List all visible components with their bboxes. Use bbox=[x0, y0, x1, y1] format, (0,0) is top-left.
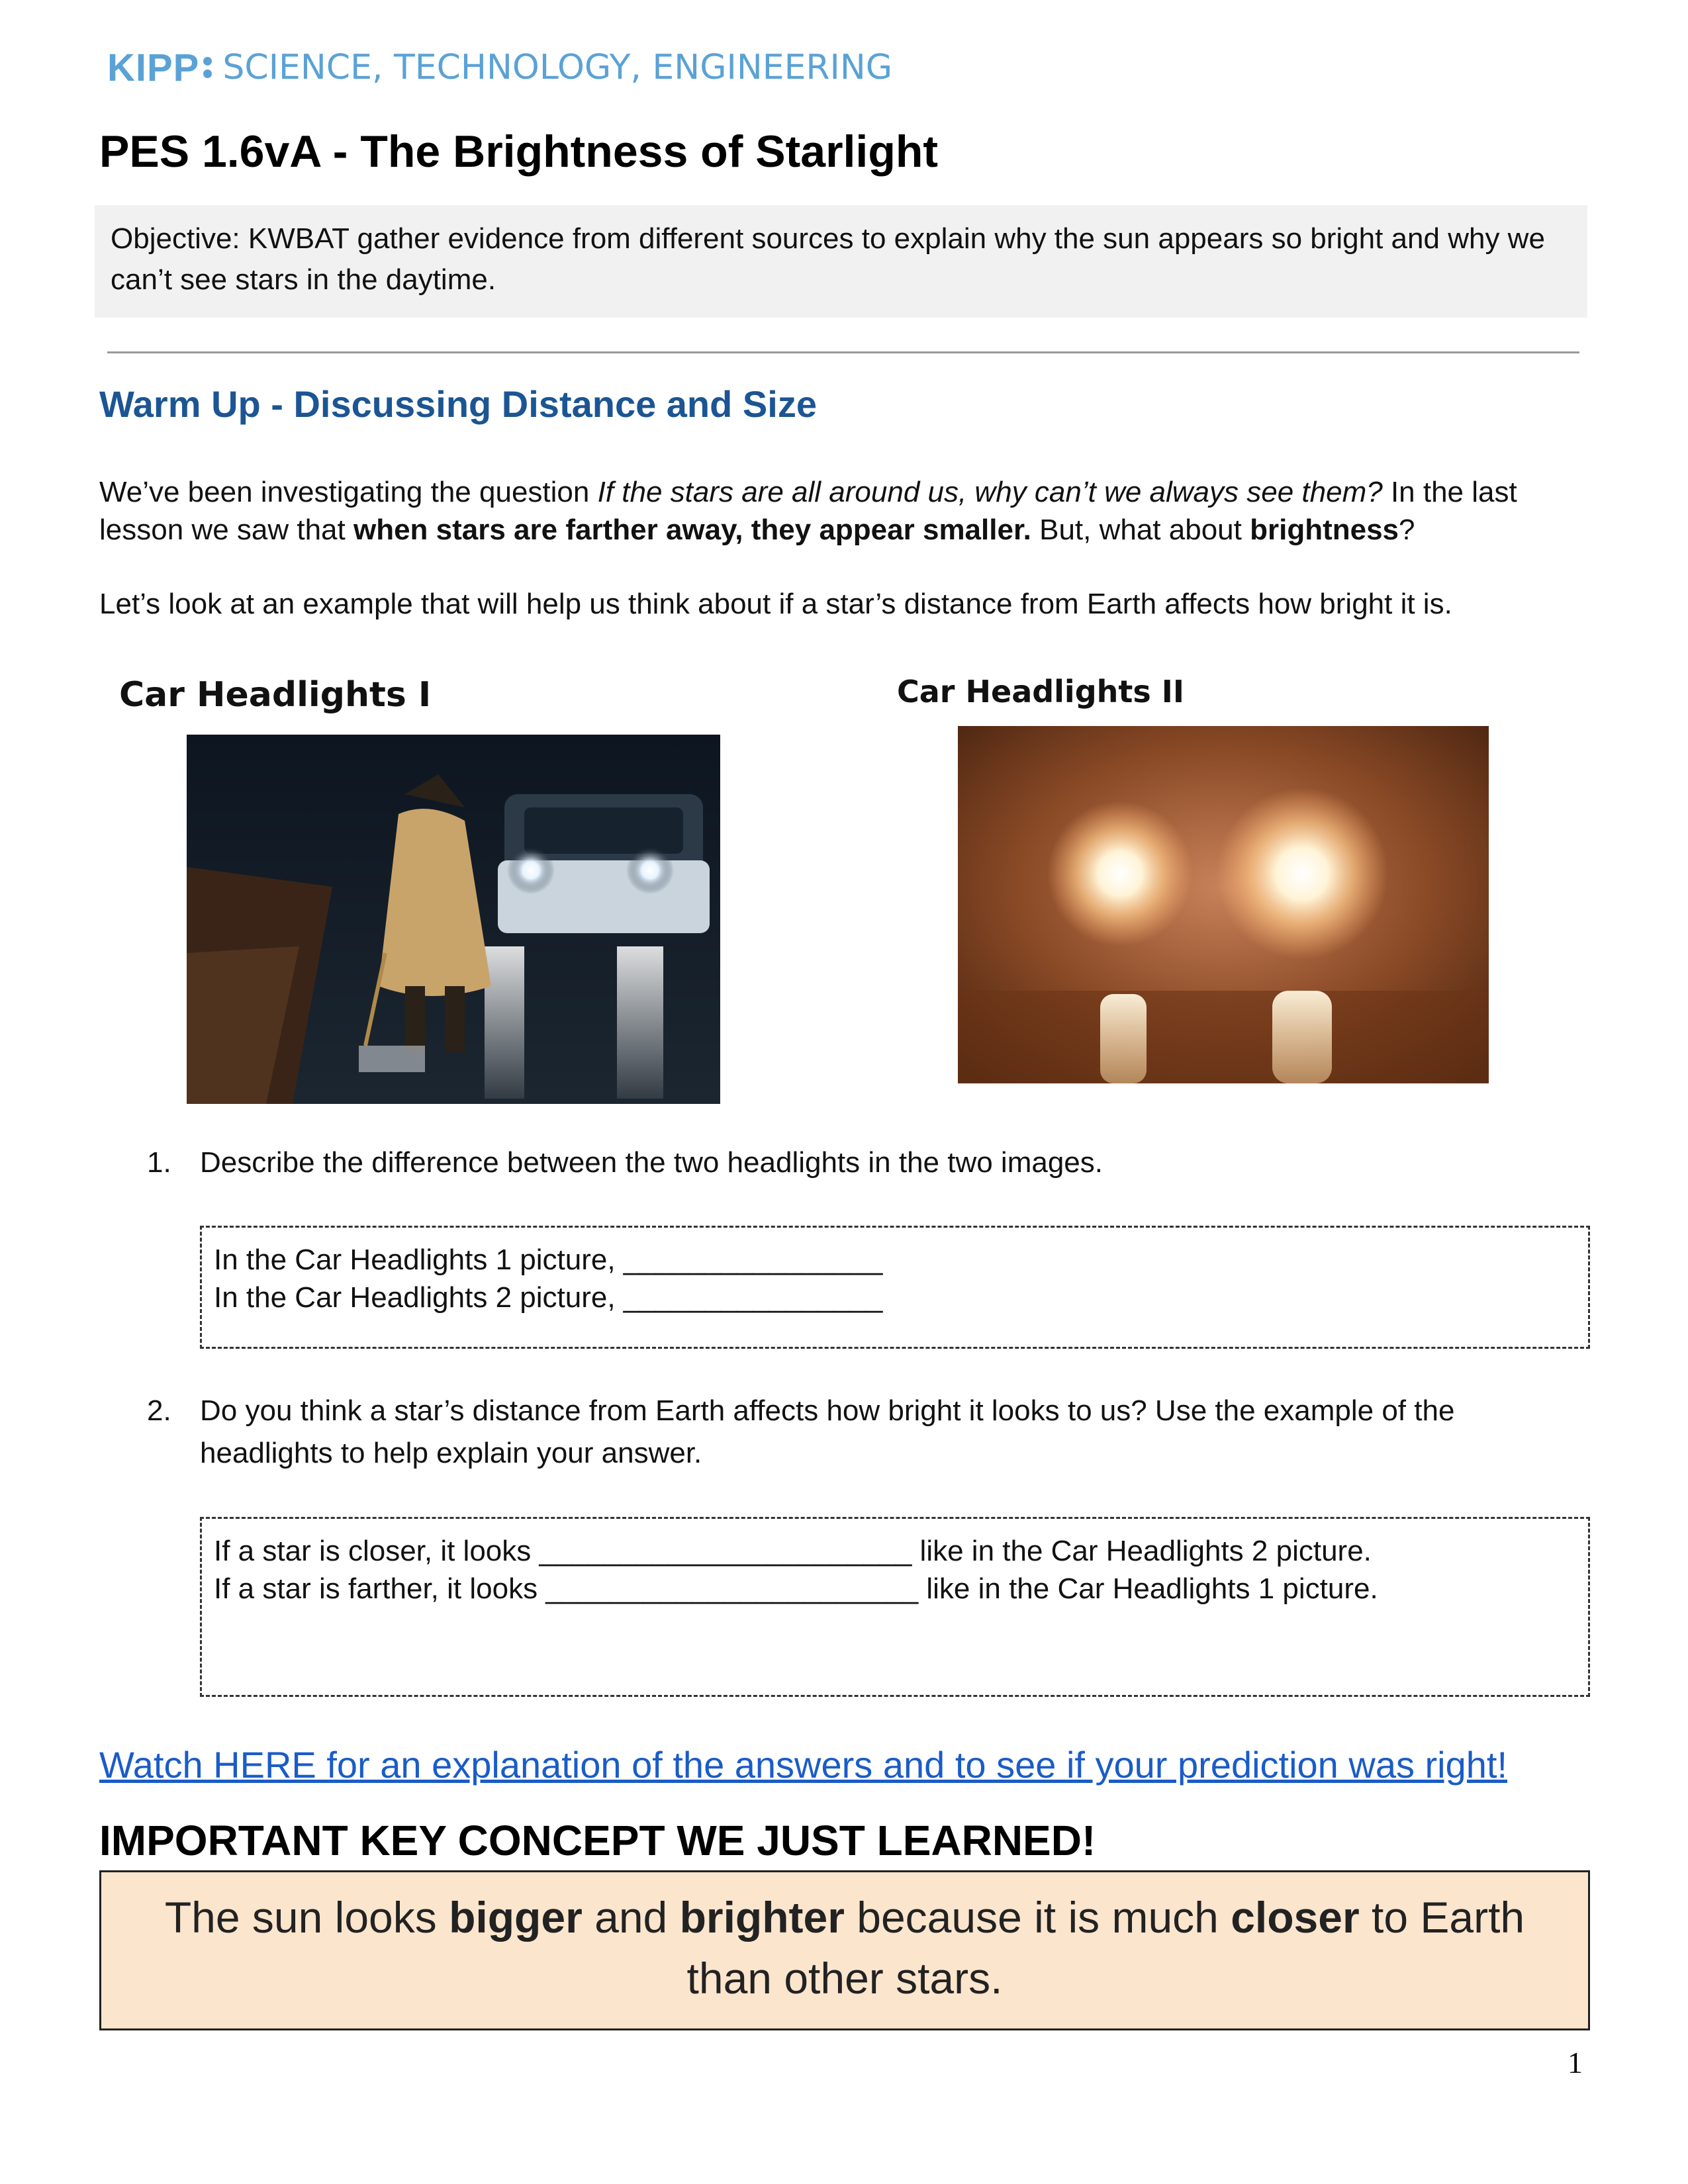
key-bold-brighter: brighter bbox=[679, 1893, 845, 1942]
answer-line[interactable]: If a star is closer, it looks _______________________ like in the Car Headlights 2 picture. bbox=[214, 1535, 1372, 1567]
key-text: to Earth than other stars. bbox=[686, 1893, 1525, 2003]
kipp-logo bbox=[107, 46, 217, 90]
objective-box: Objective: KWBAT gather evidence from different sources to explain why the sun appears so bright and why we can’t see stars in the daytime. bbox=[95, 205, 1587, 318]
horizontal-divider bbox=[107, 351, 1579, 353]
kipp-logo-dots-icon bbox=[203, 57, 212, 78]
key-bold-bigger: bigger bbox=[449, 1893, 583, 1942]
intro-text-1: We’ve been investigating the question bbox=[99, 476, 598, 508]
answer-box-1[interactable] bbox=[200, 1226, 1590, 1349]
kipp-logo-text: KIPP bbox=[107, 46, 200, 89]
question-text: Do you think a star’s distance from Earth affects how bright it looks to us? Use the example of the headlights to help explain your answer. bbox=[200, 1394, 1455, 1469]
intro-brightness: brightness bbox=[1250, 514, 1399, 546]
key-text: The sun looks bbox=[164, 1893, 449, 1942]
key-concept-box bbox=[99, 1870, 1590, 2030]
page-number: 1 bbox=[1568, 2046, 1583, 2079]
key-bold-closer: closer bbox=[1231, 1893, 1360, 1942]
intro-text-3: But, what about bbox=[1031, 514, 1250, 546]
question-text: Describe the difference between the two headlights in the two images. bbox=[200, 1146, 1103, 1179]
answer-line[interactable]: In the Car Headlights 2 picture, ________________ bbox=[214, 1281, 883, 1314]
car-headlights-1-photo bbox=[187, 735, 720, 1104]
image-caption-1: Car Headlights I bbox=[119, 675, 432, 715]
example-paragraph: Let’s look at an example that will help us think about if a star’s distance from Earth affects how bright it is. bbox=[99, 588, 1452, 620]
answer-line[interactable]: If a star is farther, it looks _______________________ like in the Car Headlights 1 picture. bbox=[214, 1572, 1378, 1605]
intro-question: If the stars are all around us, why can’t we always see them? bbox=[597, 476, 1383, 508]
key-text: because it is much bbox=[844, 1893, 1231, 1942]
answer-box-2[interactable] bbox=[200, 1517, 1590, 1697]
watch-video-link[interactable]: Watch HERE for an explanation of the answers and to see if your prediction was right! bbox=[99, 1744, 1508, 1786]
key-concept-title: IMPORTANT KEY CONCEPT WE JUST LEARNED! bbox=[99, 1817, 1096, 1864]
intro-key-finding: when stars are farther away, they appear smaller. bbox=[353, 514, 1031, 546]
header-subject: SCIENCE, TECHNOLOGY, ENGINEERING bbox=[222, 48, 893, 87]
answer-line[interactable]: In the Car Headlights 1 picture, ________________ bbox=[214, 1244, 883, 1276]
question-number: 1. bbox=[147, 1146, 171, 1179]
key-text: and bbox=[582, 1893, 680, 1942]
section-heading: Warm Up - Discussing Distance and Size bbox=[99, 383, 817, 425]
question-number: 2. bbox=[147, 1394, 171, 1427]
intro-text-4: ? bbox=[1399, 514, 1415, 546]
intro-paragraph bbox=[99, 473, 1595, 549]
page-title: PES 1.6vA - The Brightness of Starlight bbox=[99, 126, 939, 177]
car-headlights-2-photo bbox=[958, 726, 1489, 1083]
question-1 bbox=[147, 1142, 1550, 1184]
page-header bbox=[107, 41, 892, 94]
intro-text-2: In the last lesson we saw that bbox=[99, 476, 1517, 546]
question-2 bbox=[147, 1390, 1550, 1475]
image-caption-2: Car Headlights II bbox=[897, 674, 1184, 709]
